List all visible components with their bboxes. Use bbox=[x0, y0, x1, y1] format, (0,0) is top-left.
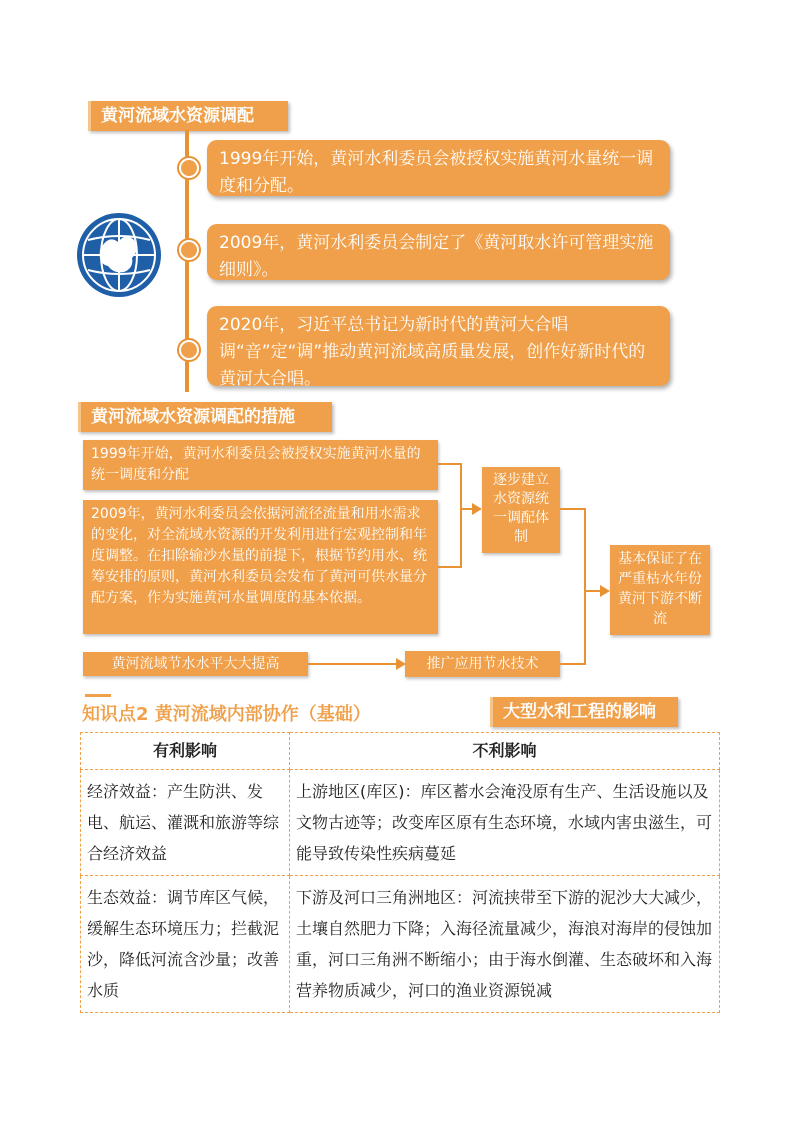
measure-box-2009: 2009年，黄河水利委员会依据河流径流量和用水需求的变化，对全流域水资源的开发利用进行宏观控制和年度调整。在扣除输沙水量的前提下，根据节约用水、统筹安排的原则，黄河水利委员会发布了黄河可供水量分配方案，作为实施黄河水量调度的基本依据。 bbox=[83, 500, 438, 634]
knowledge-point-title: 知识点2 黄河流域内部协作（基础） bbox=[82, 704, 371, 725]
table-row bbox=[81, 876, 720, 1013]
section-title-hydro-project-impact: 大型水利工程的影响 bbox=[490, 697, 678, 727]
water-saving-tech-box: 推广应用节水技术 bbox=[405, 651, 560, 677]
negative-impact-upstream: 上游地区(库区)：库区蓄水会淹没原有生产、生活设施以及文物古迹等；改变库区原有生态环境，水域内害虫滋生，可能导致传染性疾病蔓延 bbox=[290, 770, 720, 876]
connector bbox=[560, 663, 584, 665]
connector bbox=[460, 508, 472, 510]
connector bbox=[438, 463, 460, 465]
result-box: 基本保证了在严重枯水年份黄河下游不断流 bbox=[610, 545, 710, 635]
section-title-water-allocation: 黄河流域水资源调配 bbox=[88, 101, 288, 131]
yellow-river-commission-logo bbox=[74, 210, 164, 300]
measure-box-1999: 1999年开始，黄河水利委员会被授权实施黄河水量的统一调度和分配 bbox=[83, 440, 438, 490]
table-row bbox=[81, 770, 720, 876]
timeline-dot bbox=[179, 340, 199, 360]
connector bbox=[460, 463, 462, 568]
timeline-event-1999: 1999年开始，黄河水利委员会被授权实施黄河水量统一调度和分配。 bbox=[207, 140, 670, 196]
section-title-allocation-measures: 黄河流域水资源调配的措施 bbox=[78, 402, 332, 432]
table-header-positive: 有利影响 bbox=[81, 733, 290, 770]
timeline-event-2009: 2009年，黄河水利委员会制定了《黄河取水许可管理实施细则》。 bbox=[207, 224, 670, 280]
timeline-dot bbox=[179, 240, 199, 260]
positive-impact-ecological: 生态效益：调节库区气候，缓解生态环境压力；拦截泥沙，降低河流含沙量；改善水质 bbox=[81, 876, 290, 1013]
connector bbox=[308, 663, 396, 665]
impact-table bbox=[80, 732, 720, 1013]
connector bbox=[560, 508, 584, 510]
connector bbox=[584, 508, 586, 665]
negative-impact-downstream: 下游及河口三角洲地区：河流挟带至下游的泥沙大大减少，土壤自然肥力下降；入海径流量减少，海浪对海岸的侵蚀加重，河口三角洲不断缩小；由于海水倒灌、生态破坏和入海营养物质减少，河口的渔业资源锐减 bbox=[290, 876, 720, 1013]
connector bbox=[584, 590, 600, 592]
measure-box-water-saving: 黄河流域节水水平大大提高 bbox=[83, 652, 308, 676]
positive-impact-economic: 经济效益：产生防洪、发电、航运、灌溉和旅游等综合经济效益 bbox=[81, 770, 290, 876]
arrow-icon bbox=[396, 658, 406, 670]
knowledge-point-bar bbox=[85, 694, 111, 697]
arrow-icon bbox=[472, 503, 482, 515]
connector bbox=[438, 566, 460, 568]
table-header-negative: 不利影响 bbox=[290, 733, 720, 770]
arrow-icon bbox=[600, 585, 610, 597]
timeline-event-2020: 2020年，习近平总书记为新时代的黄河大合唱调“音”定“调”推动黄河流域高质量发展，创作好新时代的黄河大合唱。 bbox=[207, 306, 670, 386]
timeline-dot bbox=[179, 158, 199, 178]
unified-allocation-system-box: 逐步建立水资源统一调配体制 bbox=[482, 467, 560, 553]
